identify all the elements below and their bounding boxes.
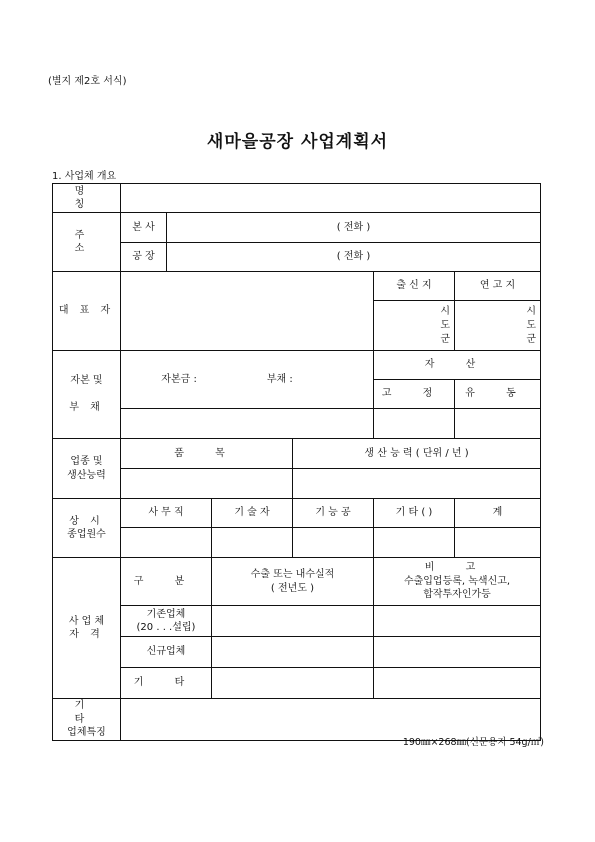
item-label: 품 목 — [121, 439, 293, 469]
other-staff-field[interactable] — [374, 528, 455, 558]
head-office-label: 본 사 — [121, 213, 167, 243]
office-staff-label: 사 무 직 — [121, 499, 212, 528]
item-field[interactable] — [121, 469, 293, 499]
qualification-label: 사 업 체 자 격 — [53, 558, 121, 699]
employees-label: 상 시 종업원수 — [53, 499, 121, 558]
head-office-field[interactable]: ( 전화 ) — [167, 213, 541, 243]
skilled-worker-field[interactable] — [293, 528, 374, 558]
office-staff-field[interactable] — [121, 528, 212, 558]
page-title: 새마을공장 사업계획서 — [206, 132, 389, 152]
fixed-assets-label: 고 정 — [374, 380, 455, 409]
category-label: 구 분 — [121, 558, 212, 606]
new-company-label: 신규업체 — [121, 637, 212, 668]
total-staff-field[interactable] — [455, 528, 541, 558]
technician-field[interactable] — [212, 528, 293, 558]
capacity-label: 생 산 능 력 ( 단위 / 년 ) — [293, 439, 541, 469]
etc-remarks-field[interactable] — [374, 668, 541, 699]
current-assets-label: 유 동 — [455, 380, 541, 409]
representative-field[interactable] — [121, 272, 374, 351]
total-staff-label: 계 — [455, 499, 541, 528]
etc-company-label: 기 타 — [121, 668, 212, 699]
business-label: 업종 및 생산능력 — [53, 439, 121, 499]
new-remarks-field[interactable] — [374, 637, 541, 668]
paper-spec: 190㎜×268㎜(신문용지 54g/㎡) — [402, 737, 544, 748]
name-field[interactable] — [121, 184, 541, 213]
remarks-label: 비 고 수출입업등록, 녹색신고, 합작투자인가등 — [374, 558, 541, 606]
capacity-field[interactable] — [293, 469, 541, 499]
domicile-field[interactable]: 시 도 군 — [455, 301, 541, 351]
debt-label: 부채 : — [266, 373, 293, 385]
address-label: 주 소 — [53, 213, 121, 272]
capital-label: 자본 및 부 채 — [53, 351, 121, 439]
technician-label: 기 술 자 — [212, 499, 293, 528]
current-assets-field[interactable] — [455, 409, 541, 439]
existing-company-label: 기존업체 (20 . . .설립) — [121, 606, 212, 637]
capital-debt-field[interactable] — [121, 351, 374, 409]
business-plan-form — [52, 183, 541, 741]
capital-value-field[interactable] — [121, 409, 374, 439]
equity-label: 자본금 : — [161, 373, 197, 385]
factory-field[interactable]: ( 전화 ) — [167, 243, 541, 272]
birthplace-label: 출 신 지 — [374, 272, 455, 301]
existing-remarks-field[interactable] — [374, 606, 541, 637]
birthplace-field[interactable]: 시 도 군 — [374, 301, 455, 351]
factory-label: 공 장 — [121, 243, 167, 272]
section-heading: 1. 사업체 개요 — [52, 171, 117, 182]
fixed-assets-field[interactable] — [374, 409, 455, 439]
new-performance-field[interactable] — [212, 637, 374, 668]
existing-performance-field[interactable] — [212, 606, 374, 637]
other-features-label: 기 타 업체특징 — [53, 699, 121, 741]
assets-label: 자 산 — [374, 351, 541, 380]
etc-performance-field[interactable] — [212, 668, 374, 699]
name-label: 명 칭 — [53, 184, 121, 213]
domicile-label: 연 고 지 — [455, 272, 541, 301]
performance-label: 수출 또는 내수실적 ( 전년도 ) — [212, 558, 374, 606]
form-number: (별지 제2호 서식) — [48, 76, 127, 87]
representative-label: 대 표 자 — [53, 272, 121, 351]
skilled-worker-label: 기 능 공 — [293, 499, 374, 528]
other-staff-label: 기 타 ( ) — [374, 499, 455, 528]
